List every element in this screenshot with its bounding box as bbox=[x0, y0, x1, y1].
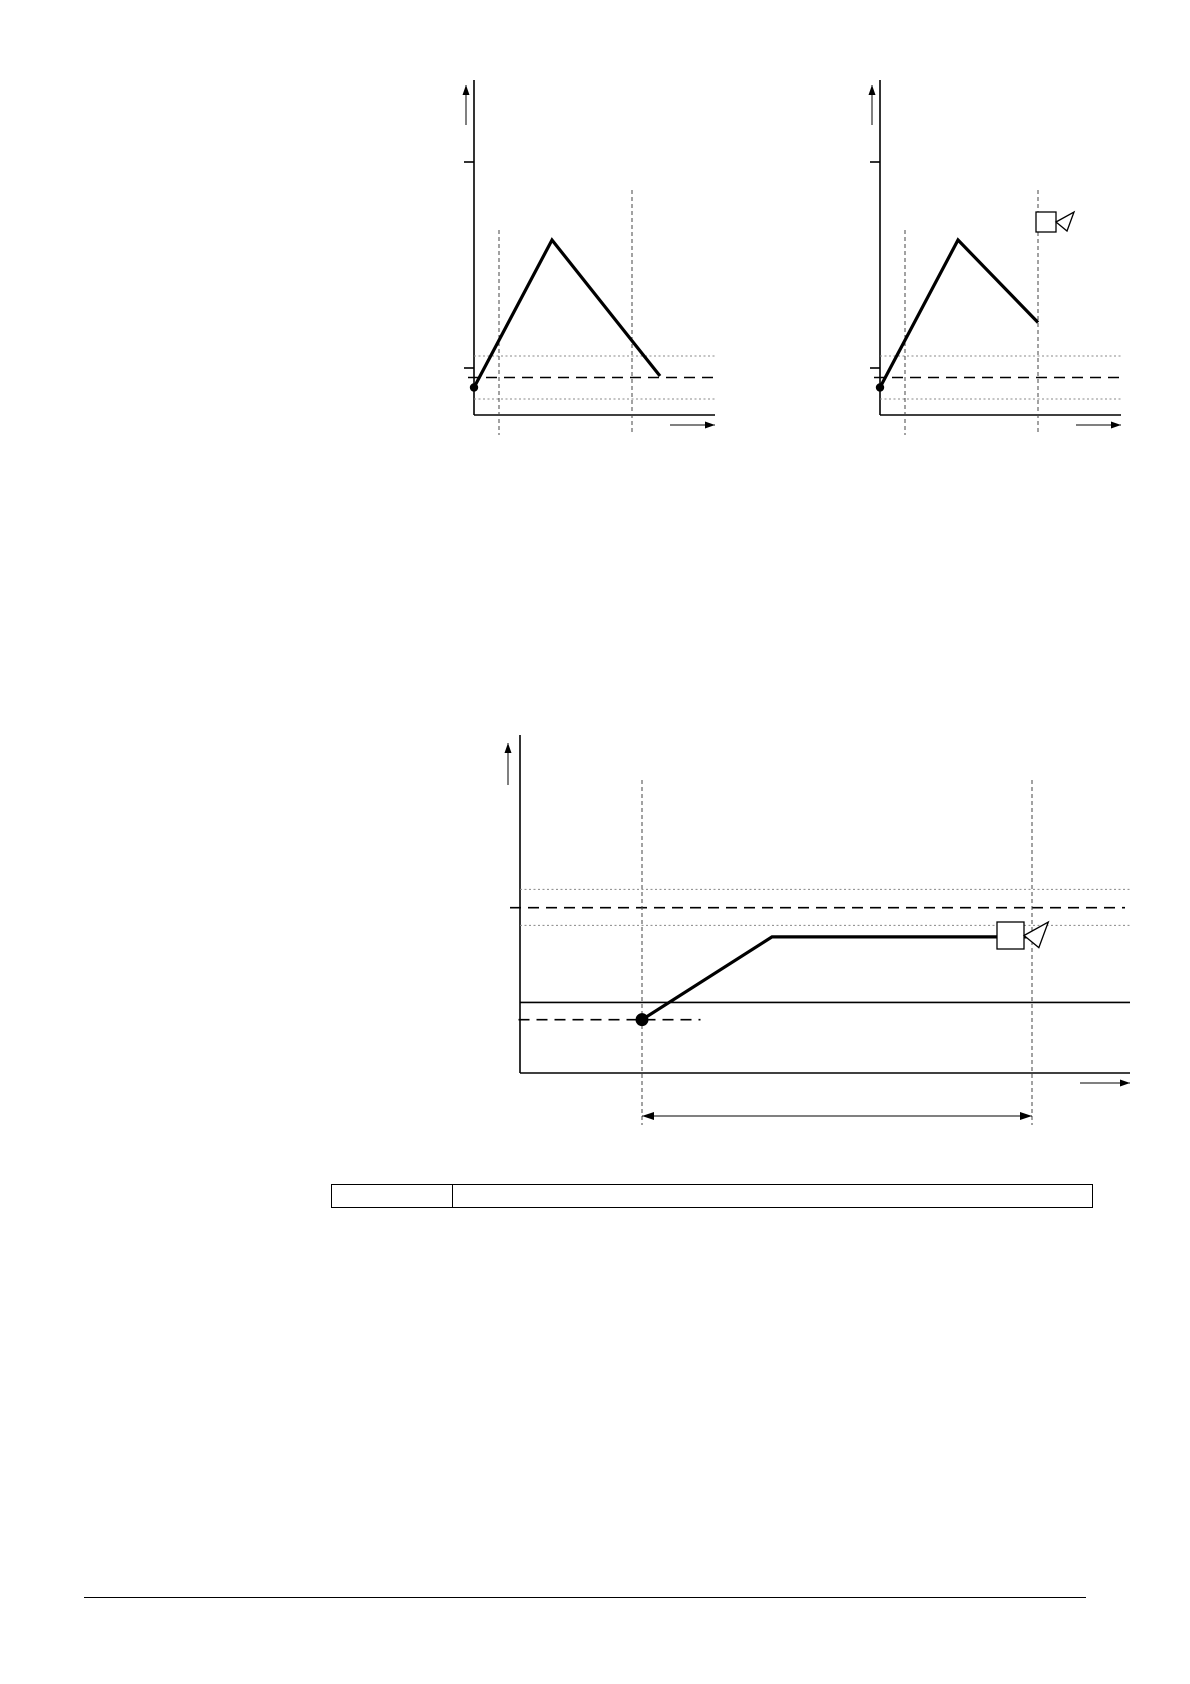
process-trace bbox=[642, 937, 1032, 1020]
start-point bbox=[470, 383, 478, 391]
table-cell-content bbox=[453, 1185, 1093, 1208]
alarm-horn-icon-box bbox=[997, 922, 1024, 949]
alarm-horn-icon-box bbox=[1036, 212, 1056, 232]
x-axis-arrow-head bbox=[1120, 1080, 1130, 1087]
footer-rule bbox=[84, 1597, 1086, 1598]
diagram-right bbox=[836, 80, 1136, 440]
diagram-bottom bbox=[500, 735, 1140, 1140]
alarm-horn-icon-cone bbox=[1024, 922, 1048, 948]
start-point bbox=[876, 383, 884, 391]
table-cell-label bbox=[332, 1185, 453, 1208]
diagram-left bbox=[430, 80, 730, 440]
x-axis-arrow-head bbox=[705, 422, 715, 429]
start-point bbox=[636, 1013, 649, 1026]
caption-table bbox=[331, 1184, 1093, 1208]
y-axis-arrow-head bbox=[463, 85, 470, 95]
y-axis-arrow-head bbox=[869, 85, 876, 95]
x-axis-arrow-head bbox=[1111, 422, 1121, 429]
alarm-horn-icon-cone bbox=[1056, 212, 1074, 231]
duration-head-right bbox=[1020, 1112, 1032, 1120]
y-axis-arrow-head bbox=[505, 743, 512, 753]
duration-head-left bbox=[642, 1112, 654, 1120]
process-trace bbox=[880, 240, 1038, 388]
